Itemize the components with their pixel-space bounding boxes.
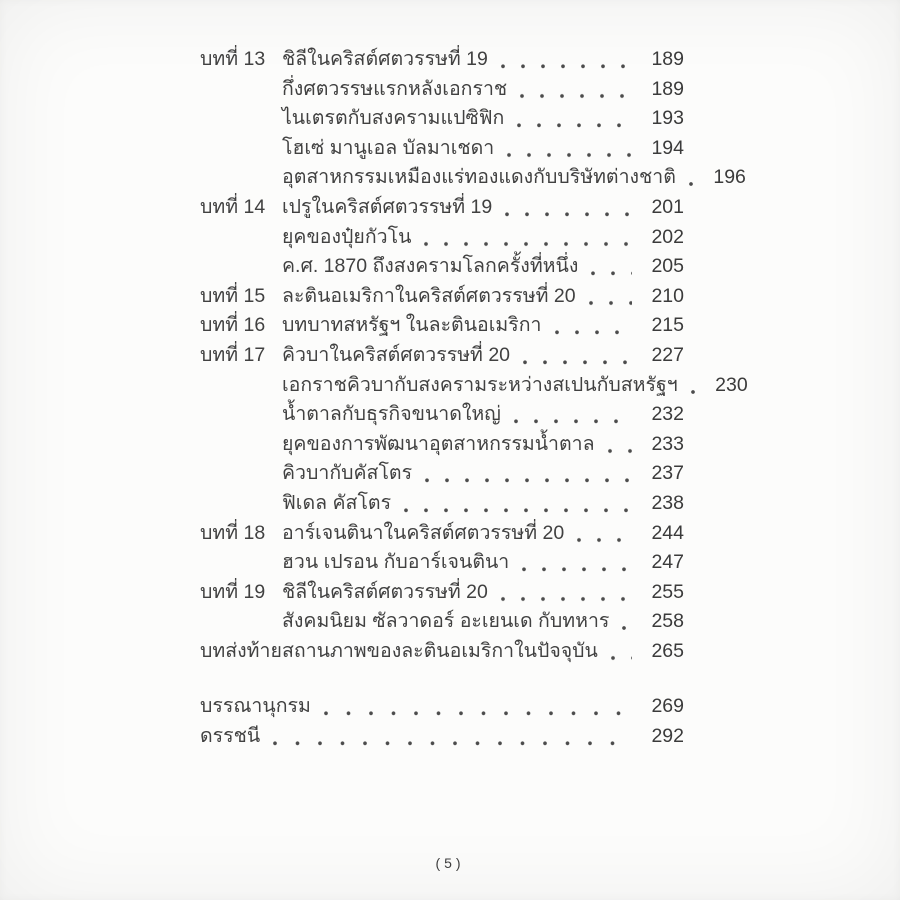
toc-row xyxy=(200,134,684,164)
dot-leader xyxy=(621,607,632,637)
toc-row xyxy=(200,430,684,460)
dot-leader xyxy=(272,722,632,752)
folio-page-number: (5) xyxy=(435,855,465,871)
toc-row xyxy=(200,607,684,637)
toc-row xyxy=(200,311,684,341)
toc-entry-title: คิวบาในคริสต์ศตวรรษที่ 20 xyxy=(282,343,511,366)
toc-row xyxy=(200,637,684,667)
dot-leader xyxy=(522,341,632,371)
toc-row xyxy=(200,104,684,134)
toc-page-number: 265 xyxy=(651,639,684,662)
toc-entry-title: เอกราชคิวบากับสงครามระหว่างสเปนกับสหรัฐฯ xyxy=(282,373,678,396)
toc-page-number: 196 xyxy=(713,166,746,189)
back-matter-label: บรรณานุกรม xyxy=(200,695,311,718)
dot-leader xyxy=(403,489,632,519)
toc-row xyxy=(200,371,748,401)
toc-row xyxy=(200,548,684,578)
toc-entry-title: เปรูในคริสต์ศตวรรษที่ 19 xyxy=(282,195,493,218)
toc-chapter-label xyxy=(200,371,282,401)
dot-leader xyxy=(554,311,633,341)
toc-page-number: 210 xyxy=(651,284,684,307)
toc-chapter-label: บทที่ 14 xyxy=(200,195,266,218)
toc-chapter-label xyxy=(200,489,282,519)
toc-entry-title: น้ำตาลกับธุรกิจขนาดใหญ่ xyxy=(282,403,501,426)
toc-chapter-label xyxy=(200,223,282,253)
toc-list xyxy=(200,45,748,666)
back-matter-row xyxy=(200,722,684,752)
toc-page-number: 227 xyxy=(651,343,684,366)
toc-row xyxy=(200,45,684,75)
dot-leader xyxy=(323,692,632,722)
toc-entry-title: อุตสาหกรรมเหมืองแร่ทองแดงกับบริษัทต่างชาติ xyxy=(282,166,676,189)
toc-chapter-label: บทที่ 16 xyxy=(200,314,266,337)
toc-entry-title: โฮเซ่ มานูเอล บัลมาเชดา xyxy=(282,136,495,159)
dot-leader xyxy=(688,163,694,193)
toc-page-number: 233 xyxy=(651,432,684,455)
toc-chapter-label xyxy=(200,548,282,578)
dot-leader xyxy=(500,45,632,75)
toc-page-number: 255 xyxy=(651,580,684,603)
toc-page-number: 258 xyxy=(651,610,684,633)
dot-leader xyxy=(588,282,632,312)
toc-chapter-label: บทที่ 15 xyxy=(200,284,266,307)
toc-entry-title: ฮวน เปรอน กับอาร์เจนตินา xyxy=(282,551,510,574)
dot-leader xyxy=(424,459,632,489)
toc-page-number: 238 xyxy=(651,491,684,514)
toc-page-number: 230 xyxy=(715,373,748,396)
toc-row xyxy=(200,489,684,519)
toc-chapter-label xyxy=(200,104,282,134)
toc-row xyxy=(200,193,684,223)
toc-entry-title: ชิลีในคริสต์ศตวรรษที่ 20 xyxy=(282,580,488,603)
toc-entry-title: คิวบากับคัสโตร xyxy=(282,462,413,485)
toc-chapter-label xyxy=(200,400,282,430)
toc-chapter-label: บทส่งท้าย xyxy=(200,639,282,662)
back-matter-list xyxy=(200,692,684,751)
toc-row xyxy=(200,252,684,282)
toc-chapter-label: บทที่ 19 xyxy=(200,580,266,603)
toc-page-number: 201 xyxy=(651,195,684,218)
toc-row xyxy=(200,519,684,549)
toc-chapter-label: บทที่ 13 xyxy=(200,48,266,70)
toc-page-number: 237 xyxy=(651,462,684,485)
toc-row xyxy=(200,341,684,371)
toc-page-number: 193 xyxy=(651,107,684,130)
toc-entry-title: อาร์เจนตินาในคริสต์ศตวรรษที่ 20 xyxy=(282,521,565,544)
dot-leader xyxy=(500,578,632,608)
toc-entry-title: สถานภาพของละตินอเมริกาในปัจจุบัน xyxy=(282,639,598,662)
dot-leader xyxy=(423,223,632,253)
toc-chapter-label xyxy=(200,134,282,164)
toc-row xyxy=(200,223,684,253)
toc-chapter-label xyxy=(200,607,282,637)
back-matter-page-number: 292 xyxy=(651,725,684,748)
dot-leader xyxy=(590,252,632,282)
dot-leader xyxy=(519,75,632,105)
dot-leader xyxy=(607,430,632,460)
toc-row xyxy=(200,282,684,312)
dot-leader xyxy=(516,104,632,134)
table-of-contents xyxy=(200,45,748,752)
dot-leader xyxy=(506,134,632,164)
toc-entry-title: บทบาทสหรัฐฯ ในละตินอเมริกา xyxy=(282,314,542,337)
toc-chapter-label xyxy=(200,75,282,105)
toc-chapter-label xyxy=(200,430,282,460)
toc-chapter-label xyxy=(200,459,282,489)
toc-page-number: 189 xyxy=(651,48,684,70)
toc-entry-title: ชิลีในคริสต์ศตวรรษที่ 19 xyxy=(282,48,488,70)
back-matter-page-number: 269 xyxy=(651,695,684,718)
toc-entry-title: กึ่งศตวรรษแรกหลังเอกราช xyxy=(282,77,508,100)
toc-page-number: 232 xyxy=(651,403,684,426)
toc-page-number: 189 xyxy=(651,77,684,100)
toc-page-number: 205 xyxy=(651,255,684,278)
toc-row xyxy=(200,75,684,105)
toc-entry-title: ยุคของการพัฒนาอุตสาหกรรมน้ำตาล xyxy=(282,432,595,455)
toc-entry-title: ยุคของปุ๋ยกัวโน xyxy=(282,225,412,248)
dot-leader xyxy=(504,193,632,223)
toc-page-number: 244 xyxy=(651,521,684,544)
toc-page-number: 202 xyxy=(651,225,684,248)
toc-page-number: 247 xyxy=(651,551,684,574)
toc-chapter-label: บทที่ 18 xyxy=(200,521,266,544)
toc-chapter-label: บทที่ 17 xyxy=(200,343,266,366)
dot-leader xyxy=(521,548,632,578)
back-matter-label: ดรรชนี xyxy=(200,725,261,748)
toc-chapter-label xyxy=(200,252,282,282)
toc-page-number: 215 xyxy=(651,314,684,337)
toc-entry-title: ฟิเดล คัสโตร xyxy=(282,491,392,514)
dot-leader xyxy=(690,371,696,401)
toc-row xyxy=(200,459,684,489)
toc-row xyxy=(200,578,684,608)
toc-entry-title: สังคมนิยม ซัลวาดอร์ อะเยนเด กับทหาร xyxy=(282,610,610,633)
dot-leader xyxy=(576,519,632,549)
toc-entry-title: ไนเตรตกับสงครามแปซิฟิก xyxy=(282,107,505,130)
toc-page-number: 194 xyxy=(651,136,684,159)
toc-entry-title: ละตินอเมริกาในคริสต์ศตวรรษที่ 20 xyxy=(282,284,576,307)
toc-row xyxy=(200,400,684,430)
toc-chapter-label xyxy=(200,163,282,193)
toc-entry-title: ค.ศ. 1870 ถึงสงครามโลกครั้งที่หนึ่ง xyxy=(282,255,579,278)
back-matter-row xyxy=(200,692,684,722)
dot-leader xyxy=(513,400,632,430)
dot-leader xyxy=(610,637,632,667)
toc-row xyxy=(200,163,746,193)
